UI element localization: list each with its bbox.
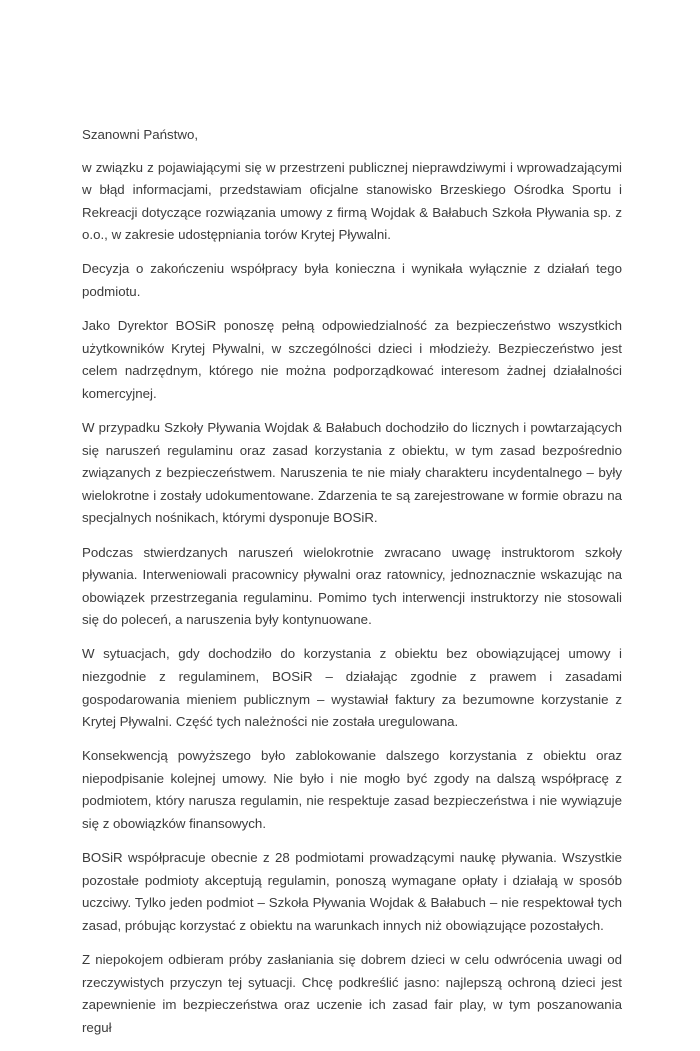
paragraph-invoices: W sytuacjach, gdy dochodziło do korzystania z obiektu bez obowiązującej umowy i niezgodnie z regulaminem, BOSiR – działając zgodnie z prawem i zasadami gospodarowania mieniem publicznym – wystawiał faktury za bezumowne korzystanie z Krytej Pływalni. Część tych należności nie została uregulowana. bbox=[82, 646, 622, 730]
paragraph-intro: w związku z pojawiającymi się w przestrzeni publicznej nieprawdziwymi i wprowadzającymi w błąd informacjami, przedstawiam oficjalne stanowisko Brzeskiego Ośrodka Sportu i Rekreacji dotyczące rozwiązania umowy z firmą Wojdak & Bałabuch Szkoła Pływania sp. z o.o., w zakresie udostępniania torów Krytej Pływalni. bbox=[82, 159, 622, 243]
paragraph-decision: Decyzja o zakończeniu współpracy była konieczna i wynikała wyłącznie z działań tego podmiotu. bbox=[82, 261, 622, 300]
letter-page bbox=[82, 124, 622, 1051]
paragraph-violations: W przypadku Szkoły Pływania Wojdak & Bałabuch dochodziło do licznych i powtarzających się naruszeń regulaminu oraz zasad korzystania z obiektu, w tym zasad bezpośrednio związanych z bezpieczeństwem. Naruszenia te nie miały charakteru incydentalnego – były wielokrotne i zostały udokumentowane. Zdarzenia te są zarejestrowane w formie obrazu na specjalnych nośnikach, którymi dysponuje BOSiR. bbox=[82, 420, 622, 526]
salutation: Szanowni Państwo, bbox=[82, 127, 199, 142]
paragraph-responsibility: Jako Dyrektor BOSiR ponoszę pełną odpowiedzialność za bezpieczeństwo wszystkich użytkowników Krytej Pływalni, w szczególności dzieci i młodzieży. Bezpieczeństwo jest celem nadrzędnym, którego nie można podporządkować interesom żadnej działalności komercyjnej. bbox=[82, 318, 622, 401]
paragraph-consequences: Konsekwencją powyższego było zablokowanie dalszego korzystania z obiektu oraz niepodpisanie kolejnej umowy. Nie było i nie mogło być zgody na dalszą współpracę z podmiotem, który narusza regulamin, nie respektuje zasad bezpieczeństwa i nie wywiązuje się z obowiązków finansowych. bbox=[82, 748, 622, 832]
paragraph-concern: Z niepokojem odbieram próby zasłaniania się dobrem dzieci w celu odwrócenia uwagi od rzeczywistych przyczyn tej sytuacji. Chcę podkreślić jasno: najlepszą ochroną dzieci jest zapewnienie im bezpieczeństwa oraz uczenie ich zasad fair play, w tym poszanowania reguł bbox=[82, 952, 622, 1035]
paragraph-other-entities: BOSiR współpracuje obecnie z 28 podmiotami prowadzącymi naukę pływania. Wszystkie pozostałe podmioty akceptują regulamin, ponoszą wymagane opłaty i działają w sposób uczciwy. Tylko jeden podmiot – Szkoła Pływania Wojdak & Bałabuch – nie respektował tych zasad, próbując korzystać z obiektu na warunkach innych niż obowiązujące pozostałych. bbox=[82, 850, 622, 933]
paragraph-interventions: Podczas stwierdzanych naruszeń wielokrotnie zwracano uwagę instruktorom szkoły pływania. Interweniowali pracownicy pływalni oraz ratownicy, jednoznacznie wskazując na obowiązek przestrzegania regulaminu. Pomimo tych interwencji instruktorzy nie stosowali się do poleceń, a naruszenia były kontynuowane. bbox=[82, 544, 622, 628]
